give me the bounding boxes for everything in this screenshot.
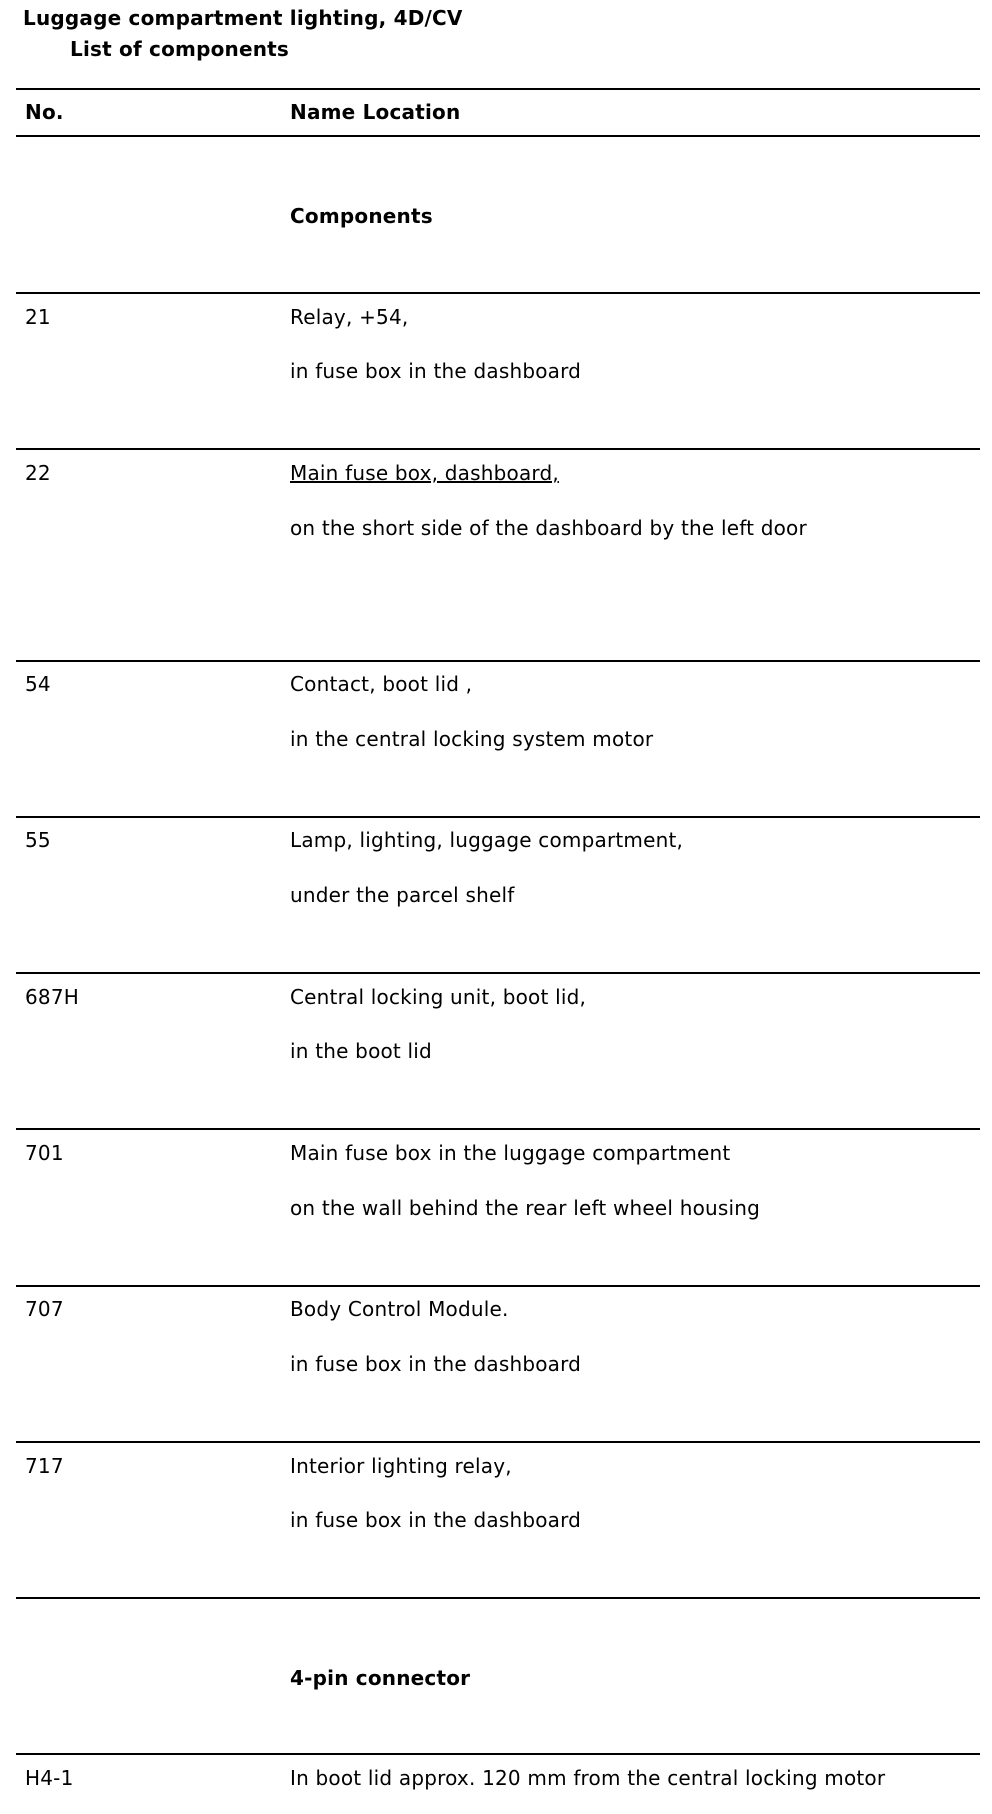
row-number: 717: [25, 1454, 64, 1478]
row-number: 707: [25, 1297, 64, 1321]
component-name: Interior lighting relay,: [290, 1454, 512, 1478]
component-location: in fuse box in the dashboard: [290, 1508, 582, 1532]
column-header-no: No.: [25, 100, 64, 124]
row-number: 701: [25, 1141, 64, 1165]
component-name: Central locking unit, boot lid,: [290, 985, 587, 1009]
component-location: under the parcel shelf: [290, 883, 515, 907]
component-name: Relay, +54,: [290, 305, 409, 329]
component-name: Body Control Module.: [290, 1297, 509, 1321]
row-number: 21: [25, 305, 51, 329]
section-heading-4-pin-connector: 4-pin connector: [290, 1666, 471, 1690]
document-title: Luggage compartment lighting, 4D/CV: [23, 6, 463, 30]
row-number: 687H: [25, 985, 80, 1009]
row-divider: [16, 1128, 980, 1130]
component-location: in fuse box in the dashboard: [290, 1352, 582, 1376]
component-name: Main fuse box, dashboard,: [290, 461, 559, 485]
row-divider: [16, 1285, 980, 1287]
component-name: Lamp, lighting, luggage compartment,: [290, 828, 684, 852]
row-divider: [16, 972, 980, 974]
row-number: 22: [25, 461, 51, 485]
row-number: H4-1: [25, 1766, 74, 1790]
header-bottom-rule: [16, 135, 980, 137]
component-name: Main fuse box in the luggage compartment: [290, 1141, 731, 1165]
row-divider: [16, 1597, 980, 1599]
component-location: on the short side of the dashboard by the left door: [290, 516, 807, 540]
row-divider: [16, 1753, 980, 1755]
component-location: in the boot lid: [290, 1039, 432, 1063]
section-heading-components: Components: [290, 204, 433, 228]
table-top-rule: [16, 88, 980, 90]
connector-location: In boot lid approx. 120 mm from the central locking motor: [290, 1766, 886, 1790]
row-number: 55: [25, 828, 51, 852]
component-location: in fuse box in the dashboard: [290, 359, 582, 383]
row-divider: [16, 292, 980, 294]
document-subtitle: List of components: [70, 37, 290, 61]
row-divider: [16, 448, 980, 450]
row-number: 54: [25, 672, 51, 696]
column-header-name-location: Name Location: [290, 100, 461, 124]
component-location: on the wall behind the rear left wheel housing: [290, 1196, 761, 1220]
component-name: Contact, boot lid ,: [290, 672, 473, 696]
row-divider: [16, 660, 980, 662]
row-divider: [16, 816, 980, 818]
row-divider: [16, 1441, 980, 1443]
component-location: in the central locking system motor: [290, 727, 654, 751]
